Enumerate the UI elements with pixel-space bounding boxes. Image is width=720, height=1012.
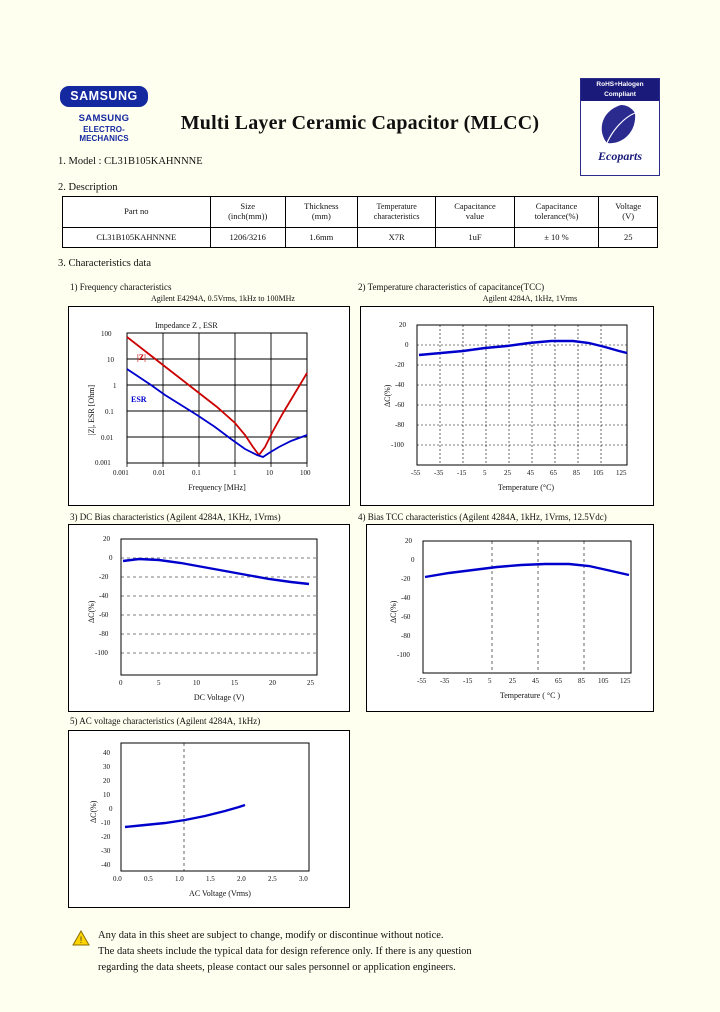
chart1-ytick-4: 0.01 bbox=[101, 434, 114, 442]
chart2-xlabel: Temperature (°C) bbox=[497, 483, 555, 492]
chart3-xlabel: DC Voltage (V) bbox=[193, 693, 245, 702]
chart5-xlabel: AC Voltage (Vrms) bbox=[189, 889, 251, 898]
chart1-frequency-characteristics bbox=[68, 306, 350, 506]
chart1-plot-title: Impedance Z , ESR bbox=[155, 321, 218, 330]
samsung-logo bbox=[60, 86, 148, 143]
chart2-xtick-5: 45 bbox=[527, 469, 534, 477]
chart5-ytick-6: -20 bbox=[101, 833, 111, 841]
chart2-title: 2) Temperature characteristics of capacitance(TCC) bbox=[358, 282, 545, 292]
chart5-ac-voltage-characteristics bbox=[68, 730, 350, 908]
warning-icon bbox=[72, 930, 88, 944]
chart5-ytick-5: -10 bbox=[101, 819, 111, 827]
chart2-xtick-9: 125 bbox=[616, 469, 627, 477]
chart1-title: 1) Frequency characteristics bbox=[70, 282, 172, 292]
chart2-xtick-7: 85 bbox=[573, 469, 580, 477]
chart3-ytick-4: -60 bbox=[99, 611, 109, 619]
chart5-ylabel: ΔC(%) bbox=[89, 800, 98, 823]
chart4-title: 4) Bias TCC characteristics (Agilent 4284A, 1kHz, 1Vrms, 12.5Vdc) bbox=[358, 512, 607, 522]
eco-leaf-icon bbox=[581, 101, 659, 149]
cell-partno: CL31B105KAHNNNE bbox=[63, 228, 211, 248]
table-header-thickness: Thickness (mm) bbox=[285, 197, 357, 228]
ecoparts-compliance-line1: RoHS+Halogen bbox=[581, 79, 659, 91]
chart1-ytick-0: 100 bbox=[101, 330, 112, 338]
section-characteristics: 3. Characteristics data bbox=[58, 258, 152, 269]
chart5-xtick-3: 1.5 bbox=[206, 875, 215, 883]
chart2-subtitle: Agilent 4284A, 1kHz, 1Vrms bbox=[482, 294, 578, 303]
chart3-xtick-3: 15 bbox=[231, 679, 238, 687]
chart4-ytick-0: 20 bbox=[405, 537, 412, 545]
chart3-title: 3) DC Bias characteristics (Agilent 4284A, 1KHz, 1Vrms) bbox=[70, 512, 281, 522]
cell-size: 1206/3216 bbox=[210, 228, 285, 248]
chart2-ytick-4: -60 bbox=[395, 401, 405, 409]
chart1-xtick-2: 0.1 bbox=[192, 469, 201, 477]
table-header-voltage: Voltage (V) bbox=[599, 197, 658, 228]
chart4-ylabel: ΔC(%) bbox=[389, 600, 398, 623]
chart1-xtick-0: 0.001 bbox=[113, 469, 129, 477]
chart1-ytick-3: 0.1 bbox=[105, 408, 114, 416]
chart1-ytick-2: 1 bbox=[113, 382, 117, 390]
chart5-title: 5) AC voltage characteristics (Agilent 4284A, 1kHz) bbox=[70, 716, 261, 726]
cell-cap-tolerance: ± 10 % bbox=[514, 228, 599, 248]
chart3-xtick-5: 25 bbox=[307, 679, 314, 687]
chart2-xtick-2: -15 bbox=[457, 469, 467, 477]
chart1-ylabel: |Z|, ESR [Ohm] bbox=[87, 384, 96, 435]
chart2-xtick-3: 5 bbox=[483, 469, 487, 477]
page-title: Multi Layer Ceramic Capacitor (MLCC) bbox=[180, 112, 540, 134]
chart2-ylabel: ΔC(%) bbox=[383, 384, 392, 407]
specification-table bbox=[62, 196, 658, 248]
table-header-row bbox=[63, 197, 658, 228]
chart4-xtick-0: -55 bbox=[417, 677, 427, 685]
chart4-xtick-6: 65 bbox=[555, 677, 562, 685]
chart4-xtick-1: -35 bbox=[440, 677, 450, 685]
chart5-xtick-4: 2.0 bbox=[237, 875, 246, 883]
chart4-xtick-2: -15 bbox=[463, 677, 473, 685]
chart4-xtick-8: 105 bbox=[598, 677, 609, 685]
footer-line-2: The data sheets include the typical data for design reference only. If there is any question bbox=[98, 945, 472, 957]
footer-line-3: regarding the data sheets, please contact our sales personnel or application engineers. bbox=[98, 961, 456, 973]
cell-cap-value: 1uF bbox=[436, 228, 514, 248]
chart2-xtick-0: -55 bbox=[411, 469, 421, 477]
chart5-ytick-0: 40 bbox=[103, 749, 110, 757]
chart2-tcc-characteristics bbox=[360, 306, 654, 506]
chart3-ytick-3: -40 bbox=[99, 592, 109, 600]
section-description: 2. Description bbox=[58, 182, 118, 193]
chart4-ytick-6: -100 bbox=[397, 651, 410, 659]
chart3-dc-bias-characteristics bbox=[68, 524, 350, 712]
chart2-ytick-1: 0 bbox=[405, 341, 409, 349]
chart5-ytick-7: -30 bbox=[101, 847, 111, 855]
cell-temp-char: X7R bbox=[357, 228, 436, 248]
ecoparts-badge bbox=[580, 78, 660, 176]
chart4-ytick-3: -40 bbox=[401, 594, 411, 602]
chart3-xtick-2: 10 bbox=[193, 679, 200, 687]
chart1-ytick-5: 0.001 bbox=[95, 459, 111, 467]
chart4-xtick-4: 25 bbox=[509, 677, 516, 685]
chart1-subtitle: Agilent E4294A, 0.5Vrms, 1kHz to 100MHz bbox=[151, 294, 295, 303]
chart3-ylabel: ΔC(%) bbox=[87, 600, 96, 623]
chart2-ytick-2: -20 bbox=[395, 361, 405, 369]
chart4-bias-tcc-characteristics bbox=[366, 524, 654, 712]
chart4-xtick-9: 125 bbox=[620, 677, 631, 685]
chart5-ytick-4: 0 bbox=[109, 805, 113, 813]
footer-line-1: Any data in this sheet are subject to change, modify or discontinue without notice. bbox=[98, 930, 444, 941]
section-model: 1. Model : CL31B105KAHNNNE bbox=[58, 156, 203, 167]
chart4-xlabel: Temperature ( °C ) bbox=[499, 691, 561, 700]
samsung-logo-sub1: SAMSUNG bbox=[78, 113, 130, 124]
chart4-ytick-2: -20 bbox=[401, 575, 411, 583]
samsung-logo-sub2: ELECTRO-MECHANICS bbox=[79, 125, 129, 143]
table-row bbox=[63, 228, 658, 248]
chart2-ytick-3: -40 bbox=[395, 381, 405, 389]
chart5-xtick-5: 2.5 bbox=[268, 875, 277, 883]
chart1-ytick-1: 10 bbox=[107, 356, 114, 364]
svg-text:!: ! bbox=[79, 935, 83, 945]
chart1-xtick-4: 10 bbox=[266, 469, 273, 477]
cell-thickness: 1.6mm bbox=[285, 228, 357, 248]
table-header-cap-tolerance: Capacitance tolerance(%) bbox=[514, 197, 599, 228]
chart3-ytick-6: -100 bbox=[95, 649, 108, 657]
chart3-ytick-0: 20 bbox=[103, 535, 110, 543]
chart1-xlabel: Frequency [MHz] bbox=[188, 483, 246, 492]
chart5-ytick-8: -40 bbox=[101, 861, 111, 869]
chart2-ytick-5: -80 bbox=[395, 421, 405, 429]
footer-notice bbox=[98, 928, 648, 975]
chart1-xtick-5: 100 bbox=[300, 469, 311, 477]
chart3-xtick-4: 20 bbox=[269, 679, 276, 687]
table-header-size: Size (inch(mm)) bbox=[210, 197, 285, 228]
chart1-xtick-1: 0.01 bbox=[153, 469, 166, 477]
ecoparts-compliance-line2: Compliant bbox=[581, 91, 659, 101]
chart5-xtick-2: 1.0 bbox=[175, 875, 184, 883]
chart3-ytick-1: 0 bbox=[109, 554, 113, 562]
chart5-xtick-6: 3.0 bbox=[299, 875, 308, 883]
chart2-xtick-6: 65 bbox=[550, 469, 557, 477]
chart2-ytick-0: 20 bbox=[399, 321, 406, 329]
chart5-xtick-0: 0.0 bbox=[113, 875, 122, 883]
table-header-cap-value: Capacitance value bbox=[436, 197, 514, 228]
chart4-xtick-3: 5 bbox=[488, 677, 492, 685]
chart4-ytick-4: -60 bbox=[401, 613, 411, 621]
chart5-xtick-1: 0.5 bbox=[144, 875, 153, 883]
chart2-xtick-8: 105 bbox=[593, 469, 604, 477]
chart1-label-esr: ESR bbox=[131, 395, 147, 404]
chart3-ytick-2: -20 bbox=[99, 573, 109, 581]
samsung-logo-badge: SAMSUNG bbox=[60, 86, 148, 107]
chart3-xtick-0: 0 bbox=[119, 679, 123, 687]
chart1-label-z: |Z| bbox=[137, 353, 146, 362]
chart2-xtick-1: -35 bbox=[434, 469, 444, 477]
ecoparts-wordmark: Ecoparts bbox=[597, 149, 642, 164]
chart5-ytick-2: 20 bbox=[103, 777, 110, 785]
chart3-ytick-5: -80 bbox=[99, 630, 109, 638]
chart2-xtick-4: 25 bbox=[504, 469, 511, 477]
chart5-ytick-3: 10 bbox=[103, 791, 110, 799]
page-header bbox=[60, 78, 660, 188]
table-header-temp-char: Temperature characteristics bbox=[357, 197, 436, 228]
chart2-ytick-6: -100 bbox=[391, 441, 404, 449]
cell-voltage: 25 bbox=[599, 228, 658, 248]
chart4-ytick-5: -80 bbox=[401, 632, 411, 640]
chart5-ytick-1: 30 bbox=[103, 763, 110, 771]
chart4-ytick-1: 0 bbox=[411, 556, 415, 564]
chart3-xtick-1: 5 bbox=[157, 679, 161, 687]
table-header-partno: Part no bbox=[63, 197, 211, 228]
chart4-xtick-5: 45 bbox=[532, 677, 539, 685]
chart4-xtick-7: 85 bbox=[578, 677, 585, 685]
chart1-xtick-3: 1 bbox=[233, 469, 237, 477]
